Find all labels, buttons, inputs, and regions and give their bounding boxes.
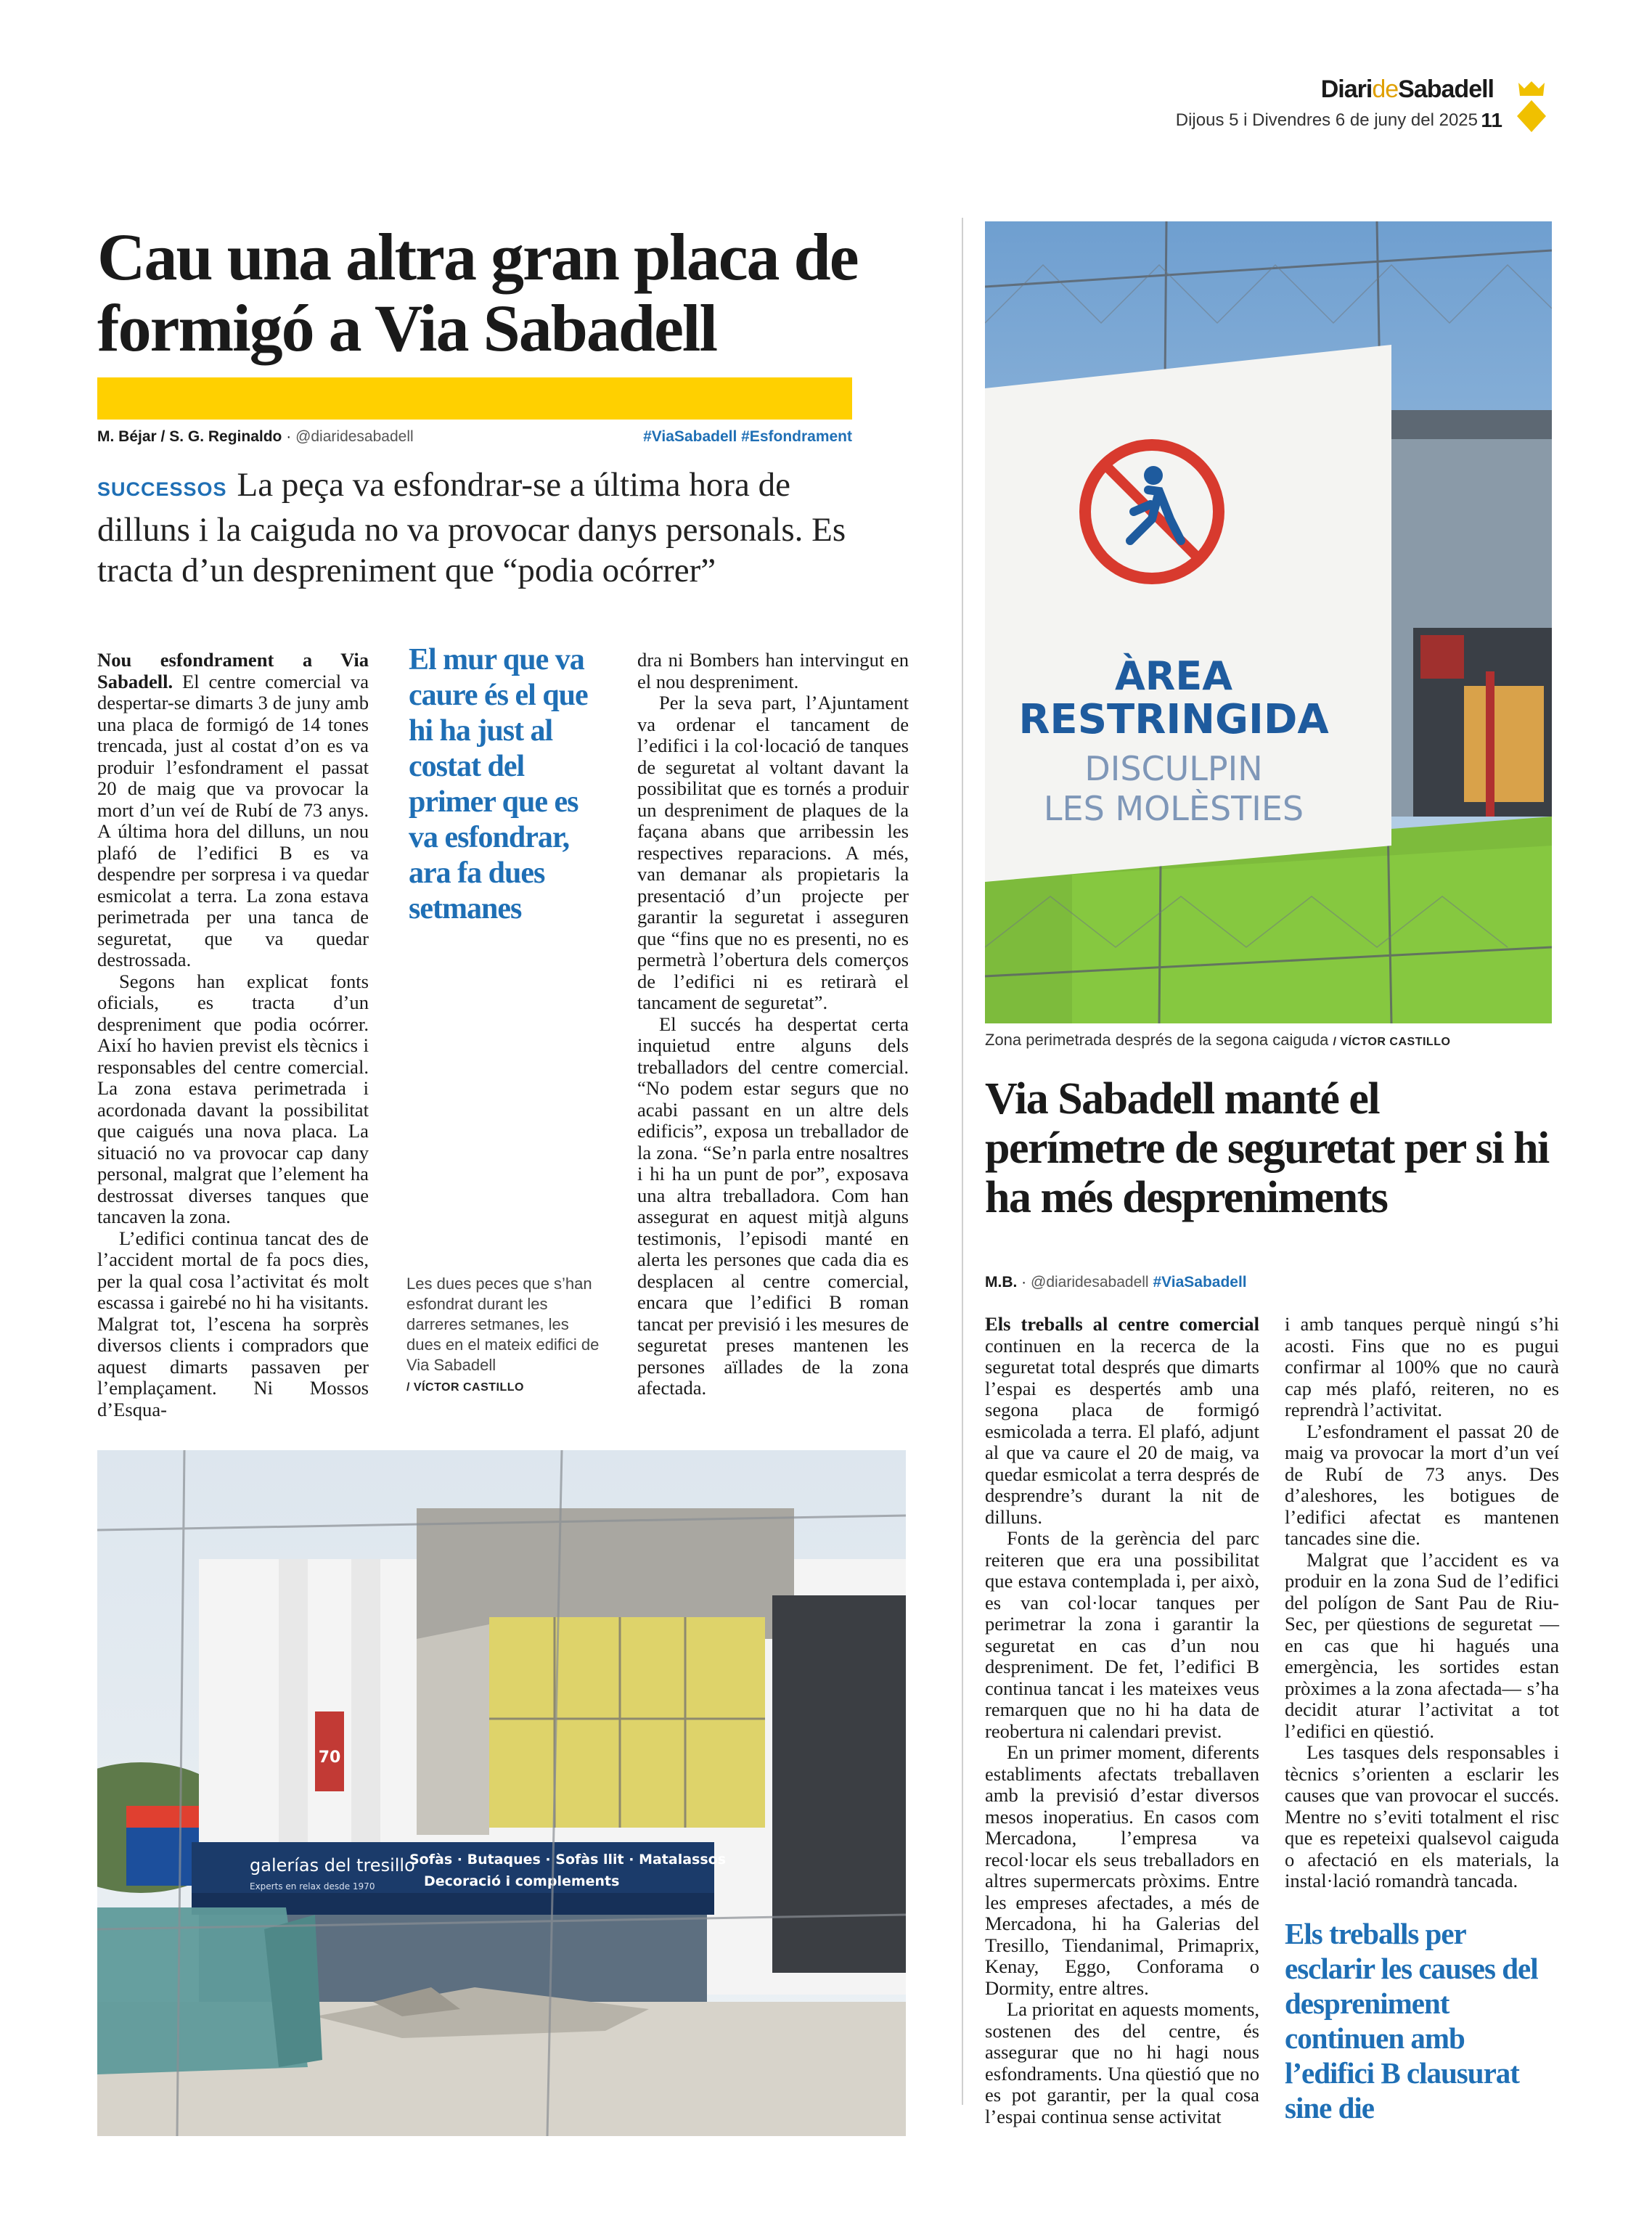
sabadell-crown-diamond-icon — [1516, 80, 1547, 136]
main-headline: Cau una altra gran placa de formigó a Via Sabadell — [97, 220, 858, 365]
paragraph: L’esfondrament el passat 20 de maig va provocar la mort d’un veí de Rubí de 73 anys. Des d’aleshores, les botigues de l’edifici afectat es mantenen tancades sine die. — [1285, 1420, 1559, 1549]
paragraph: Fonts de la gerència del parc reiteren que era una possibilitat que estava contemplada i, per això, es van col·locar tanques per perimetrar la zona i garantir la seguretat en cas d’un nou despreniment. De fet, l’edifici B continua tancat i les mateixes veus remarquen que no hi ha data de reobertura ni calendari previst. — [985, 1527, 1259, 1742]
section-label: SUCCESSOS — [97, 478, 227, 500]
photo-restricted-area-sign — [985, 221, 1552, 1023]
paragraph: Segons han explicat fonts oficials, es tracta d’un despreniment que podia ocórrer. Així ho havien previst els tècnics i responsables del centre comercial. La zona estava perimetrada i acordonada davant la possibilitat que caigués una nova placa. La situació no va provocar cap dany personal, malgrat que l’element ha destrossat diverses tanques que tancaven la zona. — [97, 970, 369, 1227]
paragraph: El succés ha despertat certa inquietud entre alguns dels treballadors del centre comercial. “No podem estar segurs que no acabi passant en un altre dels edificis”, exposa un treballador de la zona. “Se’n parla entre nosaltres i hi ha un punt de por”, exposava una altra treballadora. Com han assegurat en aquest mitjà alguns testimonis, l’episodi manté en alerta les persones que cada dia es desplacen al centre comercial, encara que l’edifici B roman tancat per previsió i les mesures de seguretat preses mantenen les persones aïllades de la zona afectada. — [637, 1013, 909, 1399]
paragraph: El centre comercial va despertar-se dimarts 3 de juny amb una placa de formigó de 14 tones trencada, just al costat d’on es va produir l’esfondrament el passat 20 de maig que va provocar la mort d’un veí de Rubí de 73 anys. A última hora del dilluns, un nou plafó de l’edifici B es va despendre per sorpresa i va quedar esmicolat a terra. La zona estava perimetrada per una tanca de seguretat, que va quedar destrossada. — [97, 670, 369, 970]
paragraph: i amb tanques perquè ningú s’hi acosti. Fins que no es pugui confirmar al 100% que no caurà cap més plafó, reiteren, no es reprendrà l’activitat. — [1285, 1313, 1559, 1420]
banner-line-1: Sofàs · Butaques · Sofàs llit · Matalassos — [409, 1852, 727, 1868]
byline-tags[interactable]: #ViaSabadell #Esfondrament — [643, 428, 852, 445]
byline-tag[interactable]: #ViaSabadell — [1153, 1274, 1247, 1291]
paragraph: L’edifici continua tancat des de l’accident mortal de fa pocs dies, per la qual cosa l’activitat és molt escassa i gairebé no hi ha visitants. Malgrat tot, l’escena ha sorprès diversos clients i compradors que aquest dimarts passaven per l’emplaçament. Ni Mossos d’Esqua- — [97, 1227, 369, 1420]
photo-credit: / VÍCTOR CASTILLO — [1333, 1036, 1451, 1048]
byline: M. Béjar / S. G. Reginaldo · @diaridesabadell #ViaSabadell #Esfondrament — [97, 428, 852, 445]
badge-70: 70 — [318, 1749, 341, 1767]
paragraph: dra ni Bombers han intervingut en el nou despreniment. — [637, 649, 909, 692]
byline-handle[interactable]: @diaridesabadell — [1031, 1274, 1149, 1291]
standfirst-text: La peça va esfondrar-se a última hora de dilluns i la caiguda no va provocar danys personals. Es tracta d’un despreniment que “podia ocórrer” — [97, 466, 846, 589]
issue-date: Dijous 5 i Divendres 6 de juny del 2025 — [1175, 110, 1478, 130]
paragraph: Les tasques dels responsables i tècnics s’orienten a esclarir les causes que van provocar el succés. Mentre no s’eviti totalment el risc que es repeteixi qualsevol caiguda o afectació en els materials, la instal·lació romandrà tancada. — [1285, 1741, 1559, 1891]
photo-caption: Les dues peces que s’han esfondrat durant les darreres setmanes, les dues en el mateix edifici de Via Sabadell / VÍCTOR CASTILLO — [406, 1275, 600, 1394]
secondary-headline: Via Sabadell manté el perímetre de seguretat per si hi ha més despreniments — [985, 1074, 1549, 1222]
store-brand: galerías del tresillo — [250, 1855, 415, 1876]
byline-handle[interactable]: @diaridesabadell — [295, 428, 414, 445]
sign-line-2: RESTRINGIDA — [1018, 696, 1329, 743]
lead-in: Els treballs al centre comercial — [985, 1313, 1259, 1335]
photo-credit: / VÍCTOR CASTILLO — [406, 1381, 524, 1394]
paragraph: La prioritat en aquests moments, sostenen des del centre, és assegurar que no hi hagi nous esfondraments. Una qüestió que no es pot garantir, per la qual cosa l’espai continua sense activitat — [985, 1998, 1259, 2127]
sign-line-3: DISCULPIN — [1084, 749, 1263, 788]
byline-author: M.B. — [985, 1274, 1018, 1291]
pull-quote: El mur que va caure és el que hi ha just al costat del primer que es va esfondrar, ara fa dues setmanes — [409, 643, 588, 925]
banner-line-2: Decoració i complements — [424, 1873, 620, 1889]
column-divider — [962, 218, 963, 2105]
paragraph: Per la seva part, l’Ajuntament va ordenar el tancament de l’edifici i la col·locació de tanques de seguretat al voltant davant la possibilitat que es tornés a produir un despreniment de plaques de la façana abans que arribessin les respectives reparacions. A més, van demanar als propietaris la presentació d’un projecte per garantir la seguretat i asseguren que “fins que no es presenti, no es permetrà l’obertura dels comerços de l’edifici ni es retirarà el tancament de seguretat”. — [637, 692, 909, 1013]
sign-line-4: LES MOLÈSTIES — [1043, 789, 1304, 828]
headline-accent-bar — [97, 377, 852, 420]
standfirst — [97, 465, 859, 591]
article2-column-2 — [1285, 1314, 1559, 1892]
lead-in: Nou esfondrament a Via Sabadell. — [97, 649, 369, 692]
pull-quote: Els treballs per esclarir les causes del despreniment continuen amb l’edifici B clausurat sine die — [1285, 1917, 1538, 2124]
page-number: 11 — [1481, 109, 1502, 131]
masthead-title: DiarideSabadell — [1320, 75, 1494, 103]
article1-column-3 — [637, 650, 909, 1399]
byline: M.B. · @diaridesabadell #ViaSabadell — [985, 1274, 1247, 1291]
article2-column-1: Els treballs al centre comercial continuen en la recerca de la seguretat total després que dimarts l’espai es despertés amb una segona placa de formigó esmicolada a terra. El plafó, adjunt al que va caure el 20 de maig, va quedar esmicolat a terra després de desprendre’s durant la nit de dilluns. Fonts de la gerència del parc reiteren que era una possibilitat que estava contemplada i, per això, es van col·locar tanques per perimetrar la zona i garantir la seguretat en cas d’un nou despreniment. De fet, l’edifici B continua tancat i les mateixes veus remarquen que no hi ha data de reobertura ni calendari previst. En un primer moment, diferents establiments afectats treballaven amb la previsió d’estar diversos mesos inoperatius. En casos com Mercadona, l’empresa va recol·locar els seus treballadors en altres supermercats pròxims. Entre les empreses afectades, a més de Mercadona, hi ha Galerias del Tresillo, Tiendanimal, Primaprix, Kenay, Eggo, Conforama o Dormity, entre altres. La prioritat en aquests moments, sostenen des del centre, és assegurar que no hi hagi nous esfondraments. Una qüestió que no es pot garantir, per la qual cosa l’espai continua sense activitat — [985, 1313, 1259, 2127]
paragraph: En un primer moment, diferents establiments afectats treballaven amb la previsió d’estar diversos mesos inoperatius. En casos com Mercadona, l’empresa va recol·locar els seus treballadors en altres supermercats pròxims. Entre les empreses afectades, a més de Mercadona, hi ha Galerias del Tresillo, Tiendanimal, Primaprix, Kenay, Eggo, Conforama o Dormity, entre altres. — [985, 1741, 1259, 1999]
sign-line-1: ÀREA — [1114, 653, 1233, 699]
byline-authors: M. Béjar / S. G. Reginaldo — [97, 428, 282, 445]
store-tagline: Experts en relax desde 1970 — [250, 1881, 375, 1891]
article1-column-1 — [97, 650, 369, 1420]
photo-collapsed-facade — [97, 1450, 906, 2136]
paragraph: Malgrat que l’accident es va produir en la zona Sud de l’edifici del polígon de Sant Pau de Riu-Sec, per qüestions de seguretat —en cas que hi hagués una emergència, les sortides estan pròximes a la zona afectada— s’ha decidit aturar l’activitat a tot l’edifici en qüestió. — [1285, 1548, 1559, 1742]
photo-caption: Zona perimetrada després de la segona caiguda / VÍCTOR CASTILLO — [985, 1031, 1451, 1049]
